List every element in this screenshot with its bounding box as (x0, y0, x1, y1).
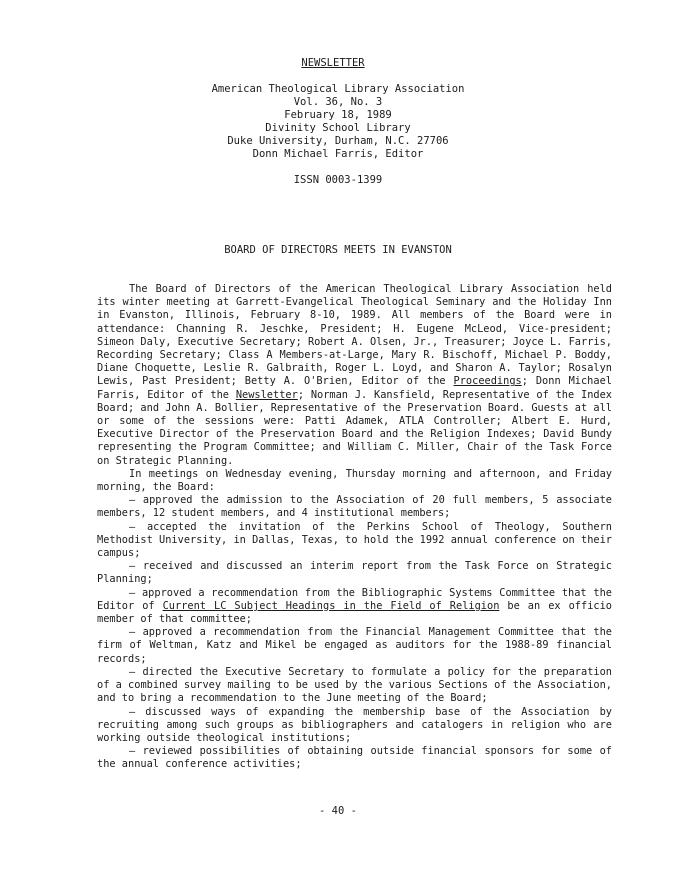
list-item: – approved a recommendation from the Bibliographic Systems Committee that the Editor of Current LC Subject Headings in the Field of Religion be an ex officio member of that committee; (97, 587, 612, 627)
proceedings-title: Proceedings (453, 375, 522, 388)
list-item: – discussed ways of expanding the membership base of the Association by recruiting among such groups as bibliographers and catalogers in religion who are working outside theological institutions; (97, 706, 612, 746)
organization-name: American Theological Library Association (211, 83, 465, 95)
issn: ISSN 0003-1399 (293, 174, 383, 186)
page-number: - 40 - (319, 805, 357, 817)
publication-title: Current LC Subject Headings in the Field of Religion (162, 599, 500, 612)
editor-line: Donn Michael Farris, Editor (252, 148, 424, 160)
library-name: Divinity School Library (265, 122, 411, 134)
masthead (0, 57, 676, 187)
list-item: – approved the admission to the Association of 20 full members, 5 associate members, 12 student members, and 4 institutional members; (97, 494, 612, 520)
list-item: – approved a recommendation from the Financial Management Committee that the firm of Weltman, Katz and Mikel be engaged as auditors for the 1988-89 financial records; (97, 626, 612, 666)
mailing-address: Duke University, Durham, N.C. 27706 (227, 135, 449, 147)
volume-issue: Vol. 36, No. 3 (293, 96, 383, 108)
issue-date: February 18, 1989 (284, 109, 392, 121)
list-item: – directed the Executive Secretary to formulate a policy for the preparation of a combined survey mailing to be used by the various Sections of the Association, and to bring a recommendation to the June meeting of the Board; (97, 666, 612, 706)
article-body (97, 283, 612, 772)
newsletter-title: Newsletter (235, 388, 298, 401)
list-item: – received and discussed an interim report from the Task Force on Strategic Planning; (97, 560, 612, 586)
paragraph-attendance: The Board of Directors of the American Theological Library Association held its winter meeting at Garrett-Evangelical Theological Seminary and the Holiday Inn in Evanston, Illinois, February 8-10, 1989. All members of the Board were in attendance: Channing R. Jeschke, President; H. Eugene McLeod, Vice-president; Simeon Daly, Executive Secretary; Robert A. Olsen, Jr., Treasurer; Joyce L. Farris, Recording Secretary; Class A Members-at-Large, Mary R. Bischoff, Michael P. Boddy, Diane Choquette, Leslie R. Galbraith, Roger L. Loyd, and Sharon A. Taylor; Rosalyn Lewis, Past President; Betty A. O'Brien, Editor of the Proceedings; Donn Michael Farris, Editor of the Newsletter; Norman J. Kansfield, Representative of the Index Board; and John A. Bollier, Representative of the Preservation Board. Guests at all or some of the sessions were: Patti Adamek, ATLA Controller; Albert E. Hurd, Executive Director of the Preservation Board and the Religion Indexes; David Bundy representing the Program Committee; and William C. Miller, Chair of the Task Force on Strategic Planning. (97, 283, 613, 467)
article-headline: BOARD OF DIRECTORS MEETS IN EVANSTON (224, 244, 452, 256)
list-item: – accepted the invitation of the Perkins School of Theology, Southern Methodist University, in Dallas, Texas, to hold the 1992 annual conference on their campus; (97, 521, 612, 561)
newsletter-label: NEWSLETTER (301, 57, 365, 69)
paragraph-meetings: In meetings on Wednesday evening, Thursday morning and afternoon, and Friday morning, the Board: (97, 467, 612, 494)
list-item: – reviewed possibilities of obtaining outside financial sponsors for some of the annual conference activities; (97, 745, 612, 771)
